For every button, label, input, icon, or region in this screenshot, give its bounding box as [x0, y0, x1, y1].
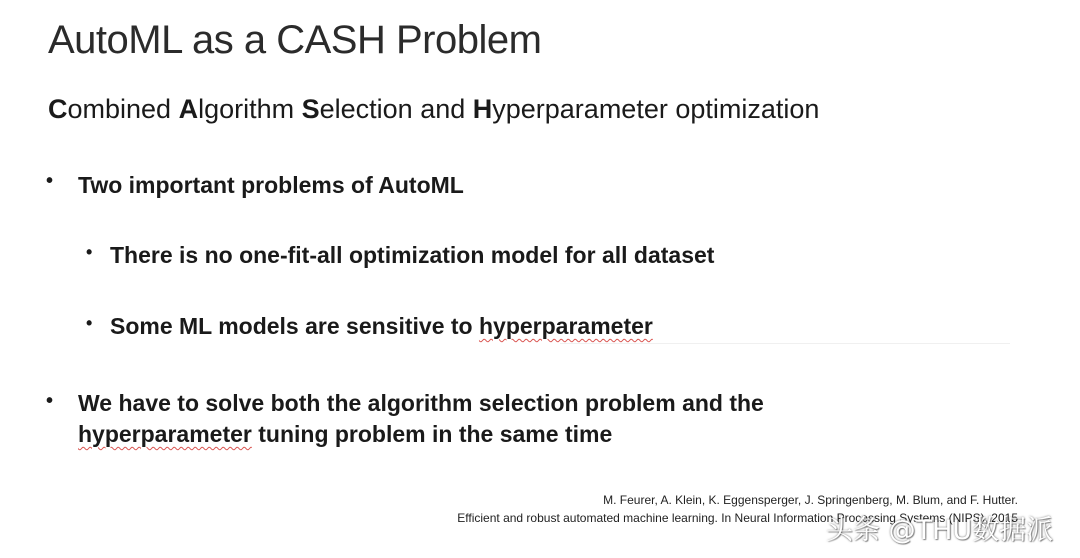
- bullet-two-problems: [46, 170, 464, 199]
- subtitle-text-h: yperparameter optimization: [492, 94, 820, 124]
- subtitle-letter-h: H: [472, 94, 493, 124]
- bullet-dot: •: [86, 242, 93, 262]
- citation-authors: M. Feurer, A. Klein, K. Eggensperger, J. Springenberg, M. Blum, and F. Hutter.: [603, 493, 1018, 507]
- bullet-solve-both: [46, 388, 764, 450]
- bullet-text-line1: We have to solve both the algorithm selection problem and the: [78, 390, 764, 416]
- subtitle-text-a: lgorithm: [198, 94, 302, 124]
- watermark: 头条 @THU数据派: [826, 515, 1054, 546]
- spellcheck-word: hyperparameter: [78, 421, 252, 447]
- bullet-dot: •: [46, 390, 54, 412]
- spellcheck-word: hyperparameter: [478, 313, 653, 339]
- subtitle-text-c: ombined: [67, 94, 179, 124]
- bullet-dot: •: [46, 170, 54, 192]
- slide-subtitle: [48, 94, 819, 125]
- subtitle-text-s: election and: [319, 94, 473, 124]
- sub-bullet-no-one-fit-all: [86, 242, 715, 269]
- citation-paper: Efficient and robust automated machine learning. In Neural Information Processing Systems (NIPS), 2015: [457, 511, 1018, 525]
- bullet-text: Two important problems of AutoML: [78, 172, 464, 198]
- bullet-text-line2: tuning problem in the same time: [251, 421, 613, 447]
- bullet-text: Some ML models are sensitive to: [110, 313, 479, 339]
- subtitle-letter-a: A: [178, 94, 199, 124]
- subtitle-letter-s: S: [301, 94, 320, 124]
- sub-bullet-sensitive-models: [86, 313, 653, 340]
- bullet-dot: •: [86, 313, 93, 333]
- slide-title: AutoML as a CASH Problem: [48, 18, 542, 62]
- bullet-text: There is no one-fit-all optimization model for all dataset: [110, 242, 715, 268]
- subtitle-letter-c: C: [48, 94, 68, 124]
- divider: [560, 343, 1010, 344]
